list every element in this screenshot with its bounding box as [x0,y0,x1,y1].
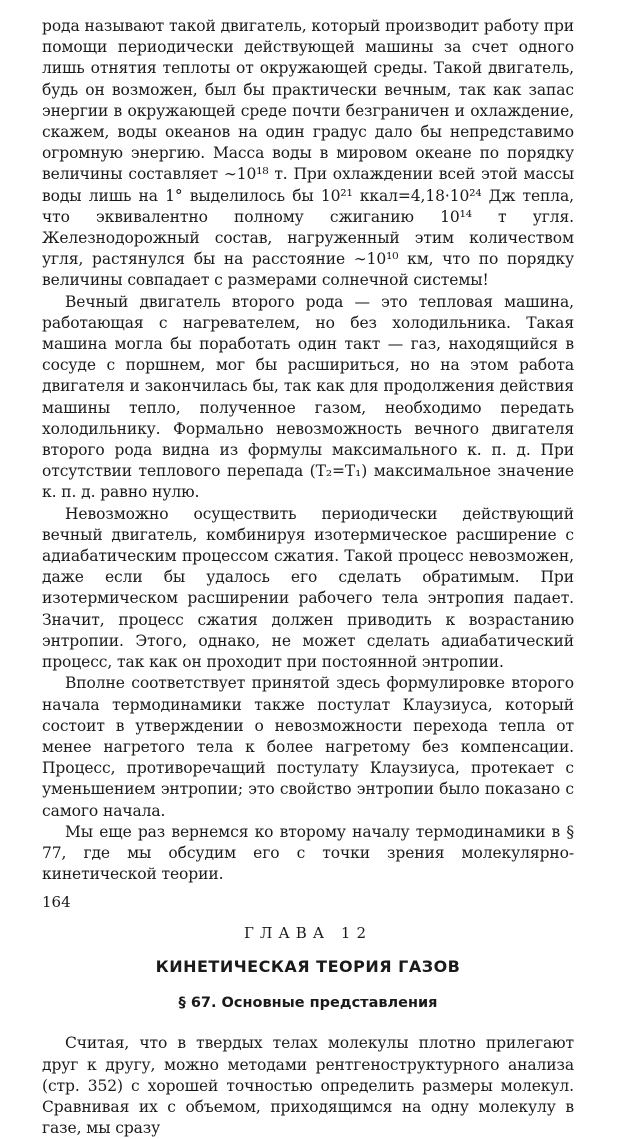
paragraph-molecule-size: Считая, что в твердых телах молекулы плотно прилегают друг к другу, можно методами рентгеноструктурного анализа (стр. 352) с хорошей точностью определить размеры молекул. Сравнивая их с объемом, приходящимся на одну молекулу в газе, мы сразу [42,1034,574,1138]
paragraph-second-kind-engine: Вечный двигатель второго рода — это тепловая машина, работающая с нагревателем, но без холодильника. Такая машина могла бы поработать один такт — газ, находящийся в сосуде с поршнем, мог бы расшириться, но на этом работа двигателя и закончилась бы, так как для продолжения действия машины тепло, полученное газом, необходимо передать холодильнику. Формально невозможность вечного двигателя второго рода видна из формулы максимального к. п. д. При отсутствии теплового перепада (T₂=T₁) максимальное значение к. п. д. равно нулю. [42,292,574,502]
chapter-title: КИНЕТИЧЕСКАЯ ТЕОРИЯ ГАЗОВ [155,957,461,977]
chapter-number: ГЛАВА 12 [243,924,373,943]
paragraph-clausius-postulate: Вполне соответствует принятой здесь формулировке второго начала термодинамики также постулат Клаузиуса, который состоит в утверждении о невозможности перехода тепла от менее нагретого тела к более нагретому без компенсации. Процесс, противоречащий постулату Клаузиуса, протекает с уменьшением энтропии; это свойство энтропии было показано с самого начала. [42,674,574,820]
paragraph-return-to-second-law: Мы еще раз вернемся ко второму началу термодинамики в § 77, где мы обсудим его с точки зрения молекулярно-кинетической теории. [42,822,574,884]
section-title: § 67. Основные представления [178,995,438,1012]
paragraph-isothermal-adiabatic: Невозможно осуществить периодически действующий вечный двигатель, комбинируя изотермическое расширение с адиабатическим процессом сжатия. Такой процесс невозможен, даже если бы удалось его сделать обратимым. При изотермическом расширении рабочего тела энтропия падает. Значит, процесс сжатия должен приводить к возрастанию энтропии. Этого, однако, не может сделать адиабатический процесс, так как он проходит при постоянной энтропии. [42,504,574,672]
paragraph-perpetual-motion-continuation: рода называют такой двигатель, который производит работу при помощи периодически действующей машины за счет одного лишь отнятия теплоты от окружающей среды. Такой двигатель, будь он возможен, был бы практически вечным, так как запас энергии в окружающей среде почти безграничен и охлаждение, скажем, воды океанов на один градус дало бы непредставимо огромную энергию. Масса воды в мировом океане по порядку величины составляет ∼10¹⁸ т. При охлаждении всей этой массы воды лишь на 1° выделилось бы 10²¹ ккал=4,18·10²⁴ Дж тепла, что эквивалентно полному сжиганию 10¹⁴ т угля. Железнодорожный состав, нагруженный этим количеством угля, растянулся бы на расстояние ∼10¹⁰ км, что по порядку величины совпадает с размерами солнечной системы! [42,17,574,290]
page-number: 164 [42,893,71,911]
book-page [42,16,574,1138]
